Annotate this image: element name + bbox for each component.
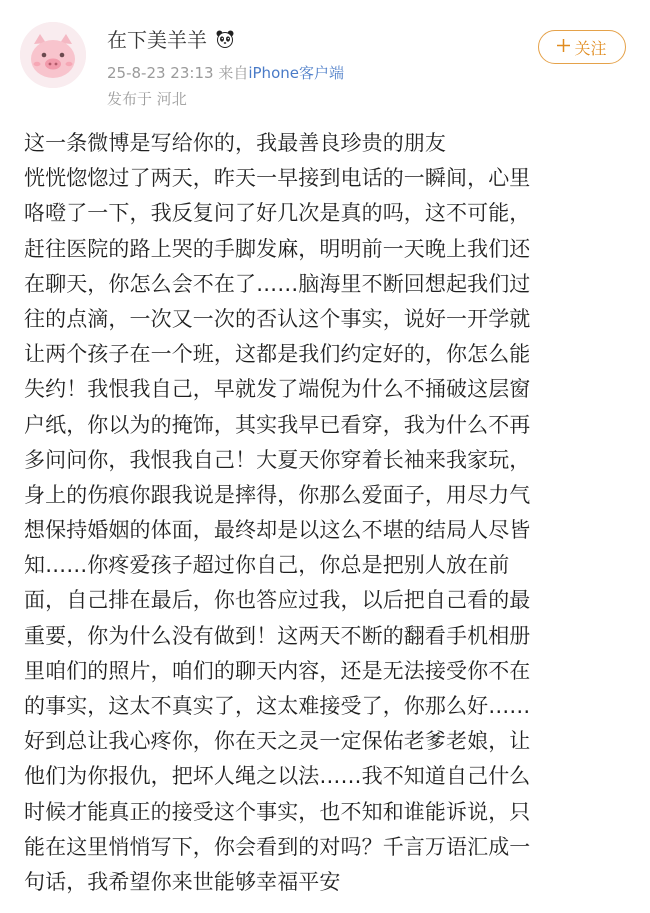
post-text-line: 在聊天，你怎么会不在了……脑海里不断回想起我们过 [24,271,531,296]
post-text-line: 让两个孩子在一个班，这都是我们约定好的，你怎么能 [24,342,531,367]
pig-avatar-icon [20,22,86,88]
post-text-line: 他们为你报仇，把坏人绳之以法……我不知道自己什么 [24,764,531,789]
post-text-line: 往的点滴，一次又一次的否认这个事实，说好一开学就 [24,306,531,331]
post-header [0,0,650,120]
post-body [24,126,628,900]
source-device-link[interactable]: iPhone客户端 [248,64,344,82]
post-text-line: 多问问你，我恨我自己！大夏天你穿着长袖来我家玩， [24,447,531,472]
follow-button[interactable] [538,30,626,64]
post-text-line: 失约！我恨我自己，早就发了端倪为什么不捅破这层窗 [24,377,531,402]
follow-label: 关注 [574,38,607,58]
panda-icon [215,29,235,49]
avatar[interactable] [20,22,86,88]
post-text-line: 面，自己排在最后，你也答应过我，以后把自己看的最 [24,588,531,613]
post-text-line: 这一条微博是写给你的，我最善良珍贵的朋友 [24,131,446,155]
post-text-line: 时候才能真正的接受这个事实，也不知和谁能诉说，只 [24,799,531,824]
post-text-line: 里咱们的照片，咱们的聊天内容，还是无法接受你不在 [24,658,531,683]
plus-icon [557,38,570,56]
post-text-line: 咯噔了一下，我反复问了好几次是真的吗，这不可能， [24,201,531,226]
username-row [107,24,235,53]
source-prefix: 来自 [218,64,249,82]
post-text-line: 能在这里悄悄写下，你会看到的对吗？千言万语汇成一 [24,834,531,859]
post-text-line: 想保持婚姻的体面，最终却是以这么不堪的结局人尽皆 [24,518,531,543]
post-text-line: 知……你疼爱孩子超过你自己，你总是把别人放在前 [24,553,510,578]
post-text-line: 句话，我希望你来世能够幸福平安 [24,869,341,894]
post-timestamp: 25-8-23 23:13 [107,64,214,82]
post-meta [107,62,344,83]
post-text-line: 的事实，这太不真实了，这太难接受了，你那么好…… [24,694,531,718]
username[interactable]: 在下美羊羊 [107,28,207,52]
post-text-line: 赶往医院的路上哭的手脚发麻，明明前一天晚上我们还 [24,236,531,261]
post-text-line: 恍恍惚惚过了两天，昨天一早接到电话的一瞬间，心里 [24,166,531,191]
post-text-line: 户纸，你以为的掩饰，其实我早已看穿，我为什么不再 [24,412,531,437]
post-text-line: 重要，你为什么没有做到！这两天不断的翻看手机相册 [24,623,531,648]
post-text-line: 身上的伤痕你跟我说是摔得，你那么爱面子，用尽力气 [24,482,531,507]
post-text-line: 好到总让我心疼你，你在天之灵一定保佑老爹老娘，让 [24,729,531,754]
post-location: 发布于 河北 [107,90,187,108]
